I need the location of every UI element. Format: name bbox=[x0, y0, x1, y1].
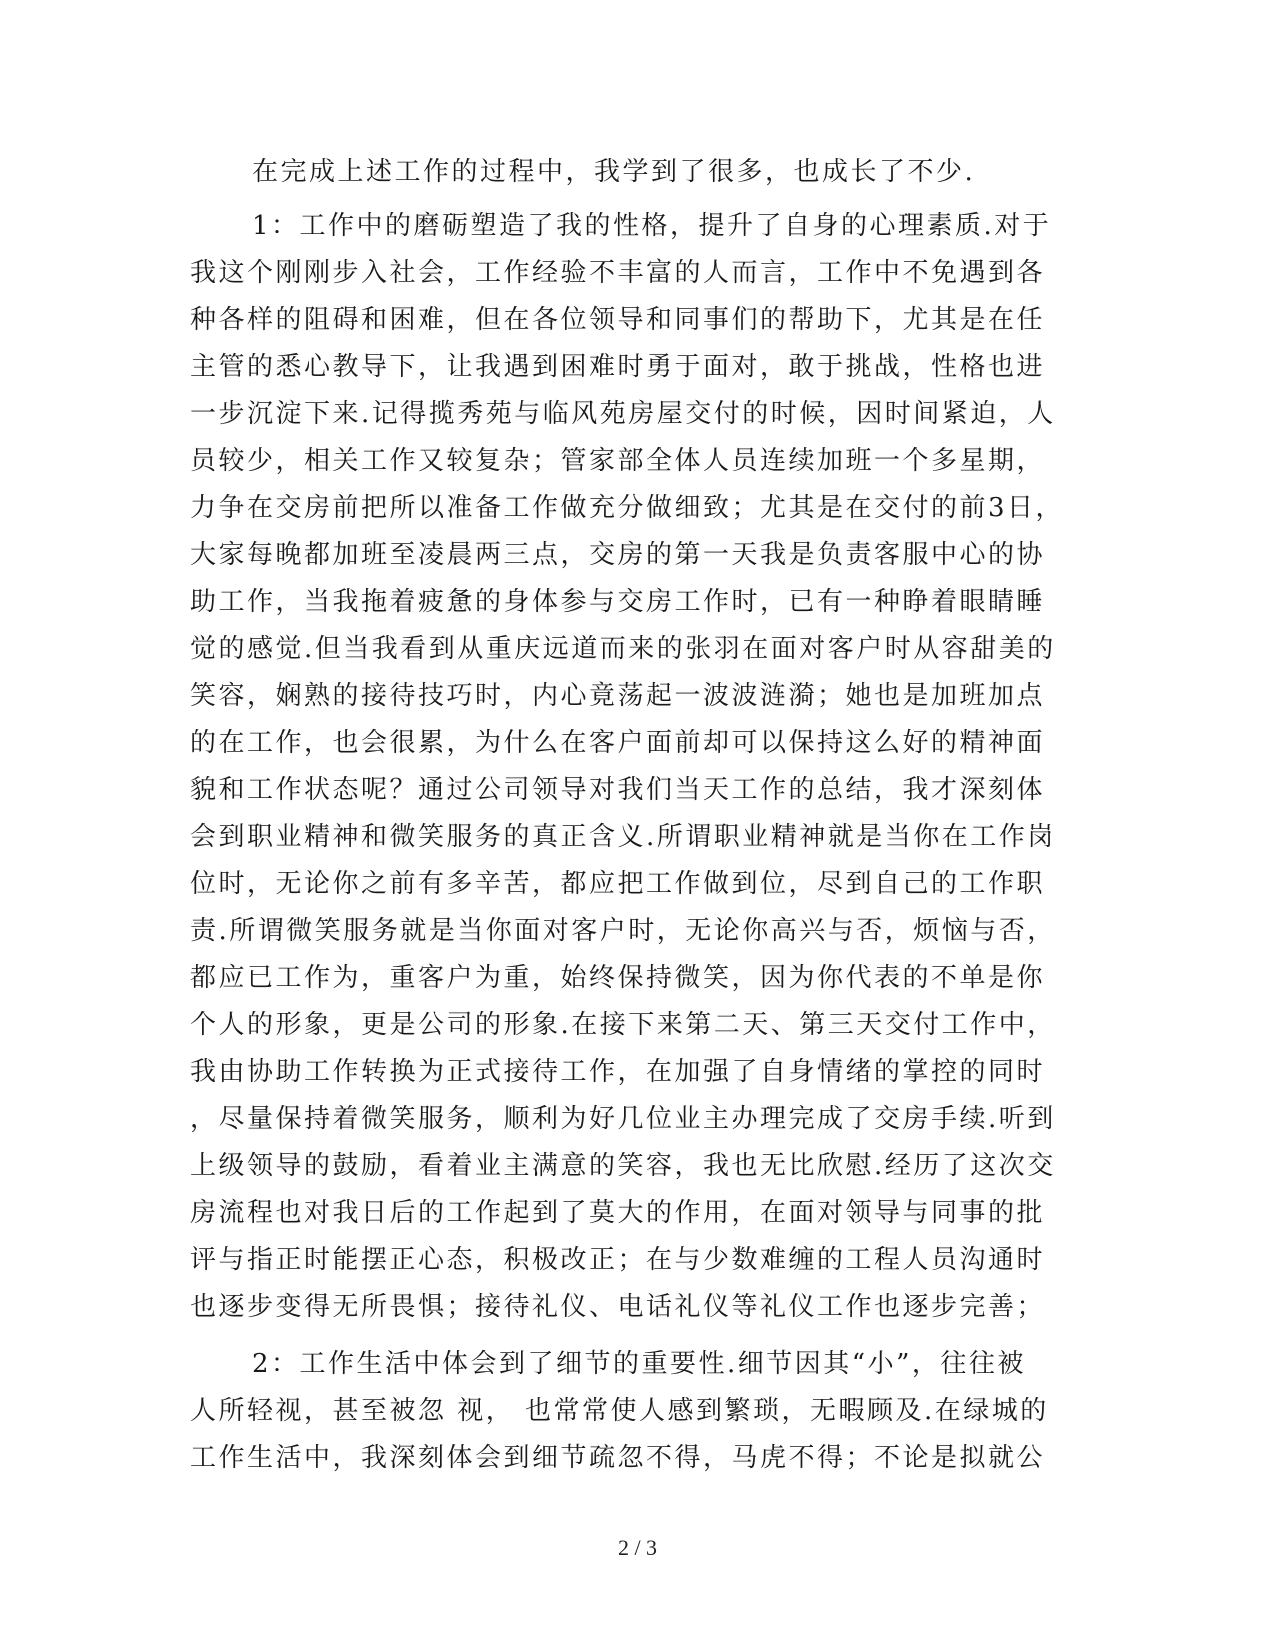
text-line: 力争在交房前把所以准备工作做充分做细致；尤其是在交付的前3日， bbox=[190, 493, 1065, 523]
text-line: 上级领导的鼓励，看着业主满意的笑容，我也无比欣慰.经历了这次交 bbox=[190, 1151, 1056, 1181]
text-line: 笑容，娴熟的接待技巧时，内心竟荡起一波波涟漪；她也是加班加点 bbox=[190, 681, 1046, 711]
paragraph-gap bbox=[190, 196, 1060, 203]
document-body bbox=[190, 149, 1065, 1482]
paragraph-gap bbox=[190, 1331, 1060, 1341]
text-line: 房流程也对我日后的工作起到了莫大的作用，在面对领导与同事的批 bbox=[190, 1198, 1046, 1228]
text-line: 个人的形象，更是公司的形象.在接下来第二天、第三天交付工作中， bbox=[190, 1010, 1056, 1040]
paragraph-intro bbox=[190, 149, 1060, 196]
text-line: 责.所谓微笑服务就是当你面对客户时，无论你高兴与否，烦恼与否， bbox=[190, 916, 1056, 946]
page-number: 2 / 3 bbox=[617, 1535, 658, 1560]
text-line: 1：工作中的磨砺塑造了我的性格，提升了自身的心理素质.对于 bbox=[252, 211, 1052, 241]
text-line: 貌和工作状态呢？通过公司领导对我们当天工作的总结，我才深刻体 bbox=[190, 775, 1046, 805]
text-line: 员较少，相关工作又较复杂；管家部全体人员连续加班一个多星期， bbox=[190, 446, 1046, 476]
text-line: 我这个刚刚步入社会，工作经验不丰富的人而言，工作中不免遇到各 bbox=[190, 258, 1046, 288]
text-line: 觉的感觉.但当我看到从重庆远道而来的张羽在面对客户时从容甜美的 bbox=[190, 634, 1056, 664]
text-line: 我由协助工作转换为正式接待工作，在加强了自身情绪的掌控的同时 bbox=[190, 1057, 1046, 1087]
text-line: 人所轻视，甚至被忽 视， 也常常使人感到繁琐，无暇顾及.在绿城的 bbox=[190, 1396, 1049, 1426]
text-line: 主管的悉心教导下，让我遇到困难时勇于面对，敢于挑战，性格也进 bbox=[190, 352, 1046, 382]
text-line: 工作生活中，我深刻体会到细节疏忽不得，马虎不得；不论是拟就公 bbox=[190, 1443, 1046, 1473]
text-line: 也逐步变得无所畏惧；接待礼仪、电话礼仪等礼仪工作也逐步完善； bbox=[190, 1292, 1046, 1322]
paragraph-point-2 bbox=[190, 1341, 1060, 1482]
text-line: 都应已工作为，重客户为重，始终保持微笑，因为你代表的不单是你 bbox=[190, 963, 1046, 993]
text-line: ，尽量保持着微笑服务，顺利为好几位业主办理完成了交房手续.听到 bbox=[190, 1104, 1056, 1134]
text-line: 位时，无论你之前有多辛苦，都应把工作做到位，尽到自己的工作职 bbox=[190, 869, 1046, 899]
text-line: 评与指正时能摆正心态，积极改正；在与少数难缠的工程人员沟通时 bbox=[190, 1245, 1046, 1275]
text-line: 种各样的阻碍和困难，但在各位领导和同事们的帮助下，尤其是在任 bbox=[190, 305, 1046, 335]
text-line: 助工作，当我拖着疲惫的身体参与交房工作时，已有一种睁着眼睛睡 bbox=[190, 587, 1046, 617]
text-line: 的在工作，也会很累，为什么在客户面前却可以保持这么好的精神面 bbox=[190, 728, 1046, 758]
text-line: 一步沉淀下来.记得揽秀苑与临风苑房屋交付的时候，因时间紧迫，人 bbox=[190, 399, 1056, 429]
paragraph-point-1 bbox=[190, 203, 1065, 1331]
text-line: 会到职业精神和微笑服务的真正含义.所谓职业精神就是当你在工作岗 bbox=[190, 822, 1056, 852]
text-line: 2：工作生活中体会到了细节的重要性.细节因其“小”，往往被 bbox=[252, 1349, 1026, 1379]
text-line: 大家每晚都加班至凌晨两三点，交房的第一天我是负责客服中心的协 bbox=[190, 540, 1046, 570]
text-line: 在完成上述工作的过程中，我学到了很多，也成长了不少. bbox=[252, 157, 976, 187]
